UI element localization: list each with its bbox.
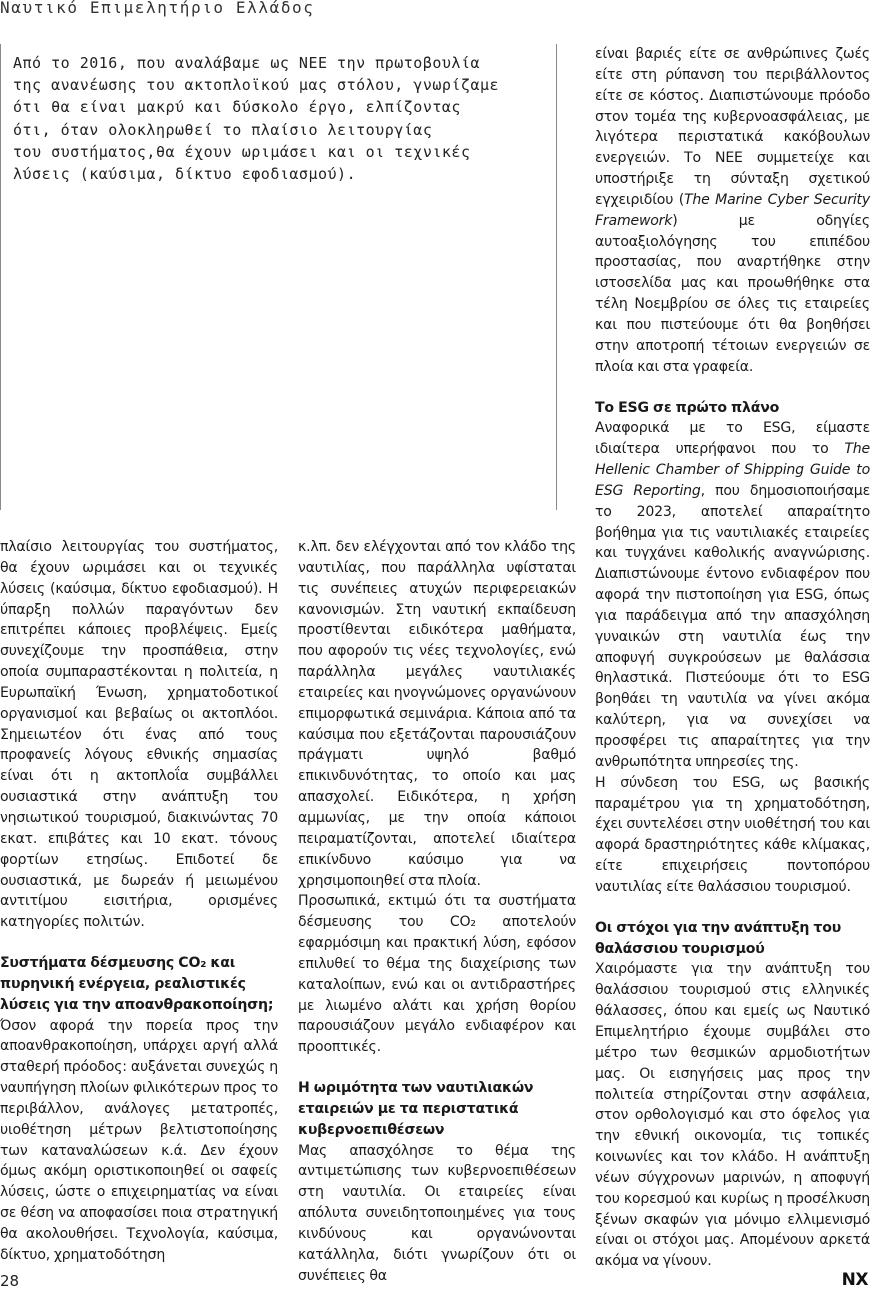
running-header: Ναυτικό Επιμελητήριο Ελλάδος <box>0 0 315 17</box>
pull-quote-text: Από το 2016, που αναλάβαμε ως ΝΕΕ την πρωτοβουλία της ανανέωσης του ακτοπλοϊκού μας στόλου, γνωρίζαμε ότι θα είναι μακρύ και δύσκολο έργο, ελπίζοντας ότι, όταν ολοκληρωθεί το πλαίσιο λειτουργίας του συστήματος,θα έχουν ωριμάσει και οι τεχνικές λύσεις (καύσιμα, δίκτυο εφοδιασμού). <box>13 54 500 184</box>
text-run: ) με οδηγίες αυτοαξιολόγησης του επιπέδου προστασίας, που αναρτήθηκε στην ιστοσελίδα μας και προωθήθηκε στα τέλη Νοεμβρίου σε όλες τις εταιρείες και που πιστεύουμε ότι θα βοηθήσει στην αποτροπή τέτοιων ενεργειών σε πλοία και στα γραφεία. <box>595 212 870 375</box>
column-2 <box>298 537 576 1287</box>
italic-title: The Marine Cyber Security Framework <box>595 191 870 229</box>
text-run: είναι βαριές είτε σε ανθρώπινες ζωές είτε στη ρύπανση του περιβάλλοντος είτε σε κόστος. Διαπιστώνουμε πρόοδο στον τομέα της κυβερνοασφάλειας, με λιγότερα περιστατικά κακόβουλων ενεργειών. Το ΝΕΕ συμμετείχε και υποστήριξε τη σύνταξη σχετικού εγχειριδίου ( <box>595 46 870 208</box>
paragraph: πλαίσιο λειτουργίας του συστήματος, θα έχουν ωριμάσει και οι τεχνικές λύσεις (καύσιμα, δίκτυο εφοδιασμού). Η ύπαρξη πολλών παραγόντων δεν επιτρέπει κάποιες προβλέψεις. Εμείς συνεχίζουμε την προσπάθεια, στην οποία συμπαραστέκονται η πολιτεία, η Ευρωπαϊκή Ένωση, χρηματοδοτικοί οργανισμοί και βεβαίως οι ακτοπλόοι. Σημειωτέον ότι ένας από τους προφανείς λόγους εθνικής σημασίας είναι ότι η ακτοπλοΐα συμβάλλει ουσιαστικά στην ανάπτυξη του νησιωτικού τουρισμού, διακινώντας 70 εκατ. επιβάτες και 10 εκατ. τόνους φορτίων ετησίως. Επιδοτεί δε ουσιαστικά, με δωρεάν ή μειωμένου αντιτίμου εισιτήρια, ορισμένες κατηγορίες πολιτών. <box>0 539 278 931</box>
brand-logo-text: NX <box>841 1270 868 1290</box>
text-run: Αναφορικά με το ESG, είμαστε ιδιαίτερα υπερήφανοι που το <box>595 420 870 458</box>
column-1 <box>0 537 278 1266</box>
paragraph: κ.λπ. δεν ελέγχονται από τον κλάδο της ναυτιλίας, που παράλληλα υφίσταται τις συνέπειες ατυχών περιφερειακών κανονισμών. Στη ναυτική εκπαίδευση προστίθενται ειδικότερα μαθήματα, που αφορούν τις νέες τεχνολογίες, ενώ παράλληλα μεγάλες ναυτιλιακές εταιρείες και ηνογνώμονες οργανώνουν επιμορφωτικά σεμινάρια. Κάποια από τα καύσιμα που εξετάζονται παρουσιάζουν πράγματι υψηλό βαθμό επικινδυνότητας, το οποίο και μας απασχολεί. Ειδικότερα, η χρήση αμμωνίας, με την οποία κάποιοι πειραματίζονται, αποτελεί ιδιαίτερα επικίνδυνο καύσιμο για να χρησιμοποιηθεί στα πλοία. <box>298 539 576 889</box>
section-heading: Το ESG σε πρώτο πλάνο <box>595 399 780 416</box>
paragraph <box>595 44 870 378</box>
section-heading: Η ωριμότητα των ναυτιλιακών εταιρειών με τα περιστατικά κυβερνοεπιθέσεων <box>298 1080 534 1138</box>
pull-quote-left-rule <box>0 44 1 510</box>
section-heading: Οι στόχοι για την ανάπτυξη του θαλάσσιου τουρισμού <box>595 919 842 957</box>
paragraph <box>595 418 870 772</box>
column-3 <box>595 44 870 1272</box>
page-number: 28 <box>0 1272 20 1290</box>
paragraph: Χαιρόμαστε για την ανάπτυξη του θαλάσσιου τουρισμού στις ελληνικές θάλασσες, όπου και εμείς ως Ναυτικό Επιμελητήριο έχουμε συμβάλει στο μέτρο των θεσμικών αρμοδιοτήτων μας. Οι εισηγήσεις μας προς την πολιτεία στηρίζονται στην ασφάλεια, στον ορθολογισμό και στο όφελος για την εθνική οικονομία, τις τοπικές κοινωνίες και τον κλάδο. Η ανάπτυξη νέων σύγχρονων μαρινών, η αποφυγή του κορεσμού και κυρίως η προσέλκυση ξένων σκαφών για μόνιμο ελλιμενισμό είναι οι στόχοι μας. Απομένουν αρκετά ακόμα να γίνουν. <box>595 961 870 1270</box>
paragraph: Όσον αφορά την πορεία προς την απoανθρακοποίηση, υπάρχει αργή αλλά σταθερή πρόοδος: αυξάνεται συνεχώς η ναυπήγηση πλοίων φιλικότερων προς το περιβάλλον, ανάλογες μετατροπές, υιοθέτηση μέτρων βελτιστοποίησης των καταναλώσεων κ.ά. Δεν έχουν όμως ακόμη οριστικοποιηθεί οι σαφείς λύσεις, ώστε ο επιχειρηματίας να είναι σε θέση να αποφασίσει ποια στρατηγική θα ακολουθήσει. Τεχνολογία, καύσιμα, δίκτυο, χρηματοδότηση <box>0 1017 278 1263</box>
paragraph: Μας απασχόλησε το θέμα της αντιμετώπισης των κυβερνοεπιθέσεων στη ναυτιλία. Οι εταιρείες είναι απόλυτα συνειδητοποιημένες για τους κινδύνους και οργανώνονται κατάλληλα, διότι γνωρίζουν ότι οι συνέπειες θα <box>298 1142 576 1284</box>
pull-quote <box>0 44 557 510</box>
text-run: , που δημοσιοποιήσαμε το 2023, αποτελεί απαραίτητο βοήθημα για τις ναυτιλιακές εταιρείες και τυγχάνει καθολικής αναγνώρισης. Διαπιστώνουμε έντονο ενδιαφέρον που αφορά την πιστοποίηση για ESG, όπως για παράδειγμα από την απασχόληση γυναικών στη ναυτιλία έως την αποφυγή συγκρούσεων με θαλάσσια θηλαστικά. Πιστεύουμε ότι το ESG βοηθάει τη ναυτιλία να γίνει ακόμα καλύτερη, για να συνεχίσει να προσφέρει τις απαραίτητες για την ανθρωπότητα υπηρεσίες της. <box>595 482 870 770</box>
paragraph: Η σύνδεση του ESG, ως βασικής παραμέτρου για τη χρηματοδότηση, έχει συντελέσει στην υιοθέτησή του και αφορά δραστηριότητες κάθε κλίμακας, είτε επιχειρήσεις ποντοπόρου ναυτιλίας είτε θαλάσσιου τουρισμού. <box>595 774 870 895</box>
paragraph: Προσωπικά, εκτιμώ ότι τα συστήματα δέσμευσης του CO₂ αποτελούν εφαρμόσιμη και πρακτική λύση, εφόσον επιλυθεί το θέμα της διαχείρισης των καταλοίπων, ενώ και οι αντιδραστήρες με λιωμένο αλάτι και χρήση θορίου παρουσιάζουν μεγάλο ενδιαφέρον και προοπτικές. <box>298 893 576 1056</box>
italic-title: The Hellenic Chamber of Shipping Guide to ESG Reporting <box>595 441 870 499</box>
section-heading: Συστήματα δέσμευσης CO₂ και πυρηνική ενέργεια, ρεαλιστικές λύσεις για την απoανθρακοποίηση; <box>0 955 274 1013</box>
